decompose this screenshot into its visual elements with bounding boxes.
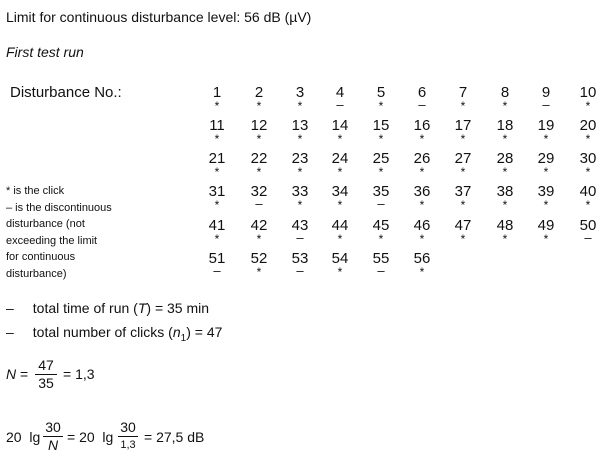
disturbance-number: 32 <box>250 183 268 200</box>
disturbance-cell <box>531 183 561 213</box>
clicks-text-post: ) = 47 <box>186 324 223 340</box>
click-mark: * <box>460 232 466 246</box>
formula2-part2: = 20 lg <box>67 429 114 445</box>
formula1-lhs: N <box>6 366 17 382</box>
disturbance-number: 10 <box>579 84 597 101</box>
formula1-result: = 1,3 <box>63 366 95 382</box>
discontinuous-mark: – <box>377 196 385 211</box>
disturbance-cell <box>285 150 315 180</box>
disturbance-number: 21 <box>208 150 226 167</box>
disturbance-number: 43 <box>291 217 309 234</box>
total-time-line <box>6 300 209 316</box>
disturbance-cell <box>244 217 274 247</box>
disturbance-number: 27 <box>454 150 472 167</box>
discontinuous-mark: – <box>377 263 385 278</box>
formula2-f2-numerator: 30 <box>118 419 138 437</box>
click-mark: * <box>585 132 591 146</box>
disturbance-cell <box>490 150 520 180</box>
clicks-text-pre: total number of clicks ( <box>32 324 173 340</box>
click-mark: * <box>214 165 220 179</box>
disturbance-cell <box>407 84 437 114</box>
disturbance-number: 45 <box>372 217 390 234</box>
disturbance-cell <box>325 250 355 280</box>
disturbance-cell <box>202 183 232 213</box>
click-mark: * <box>460 165 466 179</box>
disturbance-cell <box>448 150 478 180</box>
disturbance-cell <box>285 217 315 247</box>
legend-line: disturbance (not <box>6 218 85 230</box>
disturbance-number: 29 <box>537 150 555 167</box>
disturbance-number: 6 <box>417 84 427 101</box>
disturbance-cell <box>325 117 355 147</box>
click-mark: * <box>297 132 303 146</box>
time-text-pre: total time of run ( <box>32 300 138 316</box>
disturbance-cell <box>448 217 478 247</box>
disturbance-label: Disturbance No.: <box>10 84 122 101</box>
disturbance-number: 38 <box>496 183 514 200</box>
disturbance-cell <box>448 117 478 147</box>
click-mark: * <box>585 165 591 179</box>
legend-line: * is the click <box>6 185 65 197</box>
bullet-dash: – <box>6 300 14 316</box>
click-mark: * <box>297 99 303 113</box>
disturbance-cell <box>202 84 232 114</box>
disturbance-number: 15 <box>372 117 390 134</box>
click-mark: * <box>502 99 508 113</box>
disturbance-number: 36 <box>413 183 431 200</box>
click-mark: * <box>585 99 591 113</box>
disturbance-number: 34 <box>331 183 349 200</box>
click-mark: * <box>214 198 220 212</box>
click-mark: * <box>214 99 220 113</box>
click-mark: * <box>543 132 549 146</box>
click-mark: * <box>214 132 220 146</box>
discontinuous-mark: – <box>584 230 592 245</box>
disturbance-cell <box>531 84 561 114</box>
disturbance-number: 24 <box>331 150 349 167</box>
disturbance-cell <box>325 150 355 180</box>
limit-line: Limit for continuous disturbance level: 56 dB (µV) <box>6 9 312 25</box>
disturbance-cell <box>325 84 355 114</box>
disturbance-number: 52 <box>250 250 268 267</box>
disturbance-cell <box>244 183 274 213</box>
disturbance-cell <box>366 150 396 180</box>
disturbance-cell <box>573 183 603 213</box>
run-title: First test run <box>6 44 84 60</box>
click-mark: * <box>460 198 466 212</box>
disturbance-number: 7 <box>458 84 468 101</box>
discontinuous-mark: – <box>255 196 263 211</box>
formula1-numerator: 47 <box>35 357 57 375</box>
time-var: T <box>137 300 147 316</box>
disturbance-number: 14 <box>331 117 349 134</box>
disturbance-number: 49 <box>537 217 555 234</box>
disturbance-number: 31 <box>208 183 226 200</box>
disturbance-number: 30 <box>579 150 597 167</box>
disturbance-cell <box>202 217 232 247</box>
formula1-fraction <box>35 357 57 392</box>
click-mark: * <box>337 165 343 179</box>
legend-line: – is the discontinuous <box>6 201 112 214</box>
discontinuous-mark: – <box>542 97 550 112</box>
click-mark: * <box>585 198 591 212</box>
disturbance-number: 55 <box>372 250 390 267</box>
disturbance-number: 46 <box>413 217 431 234</box>
disturbance-number: 20 <box>579 117 597 134</box>
click-mark: * <box>256 132 262 146</box>
discontinuous-mark: – <box>296 263 304 278</box>
disturbance-number: 53 <box>291 250 309 267</box>
click-mark: * <box>256 165 262 179</box>
click-mark: * <box>297 165 303 179</box>
click-mark: * <box>256 232 262 246</box>
disturbance-number: 19 <box>537 117 555 134</box>
clicks-subscript: 1 <box>180 332 187 344</box>
total-clicks-line <box>6 324 222 344</box>
disturbance-number: 3 <box>295 84 305 101</box>
disturbance-cell <box>490 117 520 147</box>
legend-line: for continuous <box>6 251 76 263</box>
disturbance-cell <box>244 150 274 180</box>
disturbance-number: 2 <box>254 84 264 101</box>
disturbance-number: 9 <box>541 84 551 101</box>
disturbance-number: 26 <box>413 150 431 167</box>
disturbance-number: 51 <box>208 250 226 267</box>
disturbance-number: 17 <box>454 117 472 134</box>
click-mark: * <box>502 198 508 212</box>
disturbance-cell <box>573 117 603 147</box>
disturbance-cell <box>202 250 232 280</box>
disturbance-cell <box>531 117 561 147</box>
disturbance-cell <box>448 84 478 114</box>
disturbance-cell <box>407 117 437 147</box>
click-mark: * <box>256 265 262 279</box>
click-mark: * <box>297 198 303 212</box>
formula2-part1: 20 lg <box>6 429 41 445</box>
click-mark: * <box>460 132 466 146</box>
disturbance-cell <box>407 250 437 280</box>
disturbance-cell <box>285 84 315 114</box>
disturbance-cell <box>325 183 355 213</box>
disturbance-number: 1 <box>212 84 222 101</box>
disturbance-cell <box>407 217 437 247</box>
disturbance-number: 35 <box>372 183 390 200</box>
click-mark: * <box>419 132 425 146</box>
disturbance-cell <box>366 183 396 213</box>
disturbance-number: 25 <box>372 150 390 167</box>
disturbance-number: 33 <box>291 183 309 200</box>
disturbance-number: 39 <box>537 183 555 200</box>
disturbance-cell <box>490 183 520 213</box>
disturbance-cell <box>202 150 232 180</box>
discontinuous-mark: – <box>296 230 304 245</box>
disturbance-number: 11 <box>209 117 225 134</box>
clicks-var: n <box>172 324 181 340</box>
bullet-dash: – <box>6 324 14 340</box>
disturbance-cell <box>573 217 603 247</box>
click-mark: * <box>214 232 220 246</box>
click-mark: * <box>419 198 425 212</box>
click-mark: * <box>378 132 384 146</box>
click-mark: * <box>460 99 466 113</box>
disturbance-cell <box>407 183 437 213</box>
disturbance-number: 47 <box>454 217 472 234</box>
formula1-eq: = <box>20 366 29 382</box>
disturbance-cell <box>285 183 315 213</box>
formula2-f1-denominator: N <box>47 437 59 453</box>
time-text-post: ) = 35 min <box>146 300 210 316</box>
click-mark: * <box>378 99 384 113</box>
disturbance-number: 54 <box>331 250 349 267</box>
disturbance-number: 12 <box>250 117 268 134</box>
disturbance-cell <box>285 117 315 147</box>
click-mark: * <box>337 265 343 279</box>
click-mark: * <box>337 232 343 246</box>
disturbance-number: 48 <box>496 217 514 234</box>
disturbance-number: 18 <box>496 117 514 134</box>
click-mark: * <box>378 165 384 179</box>
disturbance-cell <box>573 84 603 114</box>
discontinuous-mark: – <box>213 263 221 278</box>
disturbance-number: 41 <box>208 217 226 234</box>
disturbance-cell <box>366 84 396 114</box>
disturbance-cell <box>366 217 396 247</box>
discontinuous-mark: – <box>336 97 344 112</box>
disturbance-number: 4 <box>335 84 345 101</box>
click-mark: * <box>256 99 262 113</box>
disturbance-number: 50 <box>579 217 597 234</box>
disturbance-cell <box>202 117 232 147</box>
click-mark: * <box>502 165 508 179</box>
disturbance-cell <box>531 217 561 247</box>
disturbance-cell <box>244 84 274 114</box>
legend-line: disturbance) <box>6 267 67 280</box>
disturbance-cell <box>244 250 274 280</box>
disturbance-cell <box>490 84 520 114</box>
formula2-f2-denominator: 1,3 <box>120 439 136 451</box>
disturbance-cell <box>573 150 603 180</box>
disturbance-cell <box>531 150 561 180</box>
click-mark: * <box>543 165 549 179</box>
disturbance-number: 28 <box>496 150 514 167</box>
click-mark: * <box>337 132 343 146</box>
legend <box>6 183 112 282</box>
disturbance-cell <box>366 250 396 280</box>
formula1-denominator: 35 <box>38 375 54 391</box>
click-mark: * <box>543 198 549 212</box>
click-mark: * <box>502 232 508 246</box>
disturbance-cell <box>366 117 396 147</box>
disturbance-number: 8 <box>500 84 510 101</box>
click-mark: * <box>502 132 508 146</box>
click-mark: * <box>378 232 384 246</box>
disturbance-cell <box>448 183 478 213</box>
disturbance-cell <box>244 117 274 147</box>
disturbance-cell <box>490 217 520 247</box>
click-mark: * <box>419 265 425 279</box>
disturbance-number: 42 <box>250 217 268 234</box>
disturbance-number: 40 <box>579 183 597 200</box>
legend-line: exceeding the limit <box>6 234 98 247</box>
disturbance-number: 16 <box>413 117 431 134</box>
click-mark: * <box>419 232 425 246</box>
disturbance-number: 44 <box>331 217 349 234</box>
disturbance-number: 13 <box>291 117 309 134</box>
disturbance-cell <box>325 217 355 247</box>
click-mark: * <box>337 198 343 212</box>
disturbance-number: 5 <box>376 84 386 101</box>
discontinuous-mark: – <box>418 97 426 112</box>
disturbance-number: 23 <box>291 150 309 167</box>
formula2-fraction1 <box>43 419 63 454</box>
disturbance-number: 56 <box>413 250 431 267</box>
click-mark: * <box>419 165 425 179</box>
disturbance-cell <box>407 150 437 180</box>
disturbance-number: 22 <box>250 150 268 167</box>
formula2-f1-numerator: 30 <box>43 419 63 437</box>
formula2-fraction2 <box>118 419 138 454</box>
formula2-result: = 27,5 dB <box>144 429 205 445</box>
disturbance-cell <box>285 250 315 280</box>
click-mark: * <box>543 232 549 246</box>
disturbance-number: 37 <box>454 183 472 200</box>
